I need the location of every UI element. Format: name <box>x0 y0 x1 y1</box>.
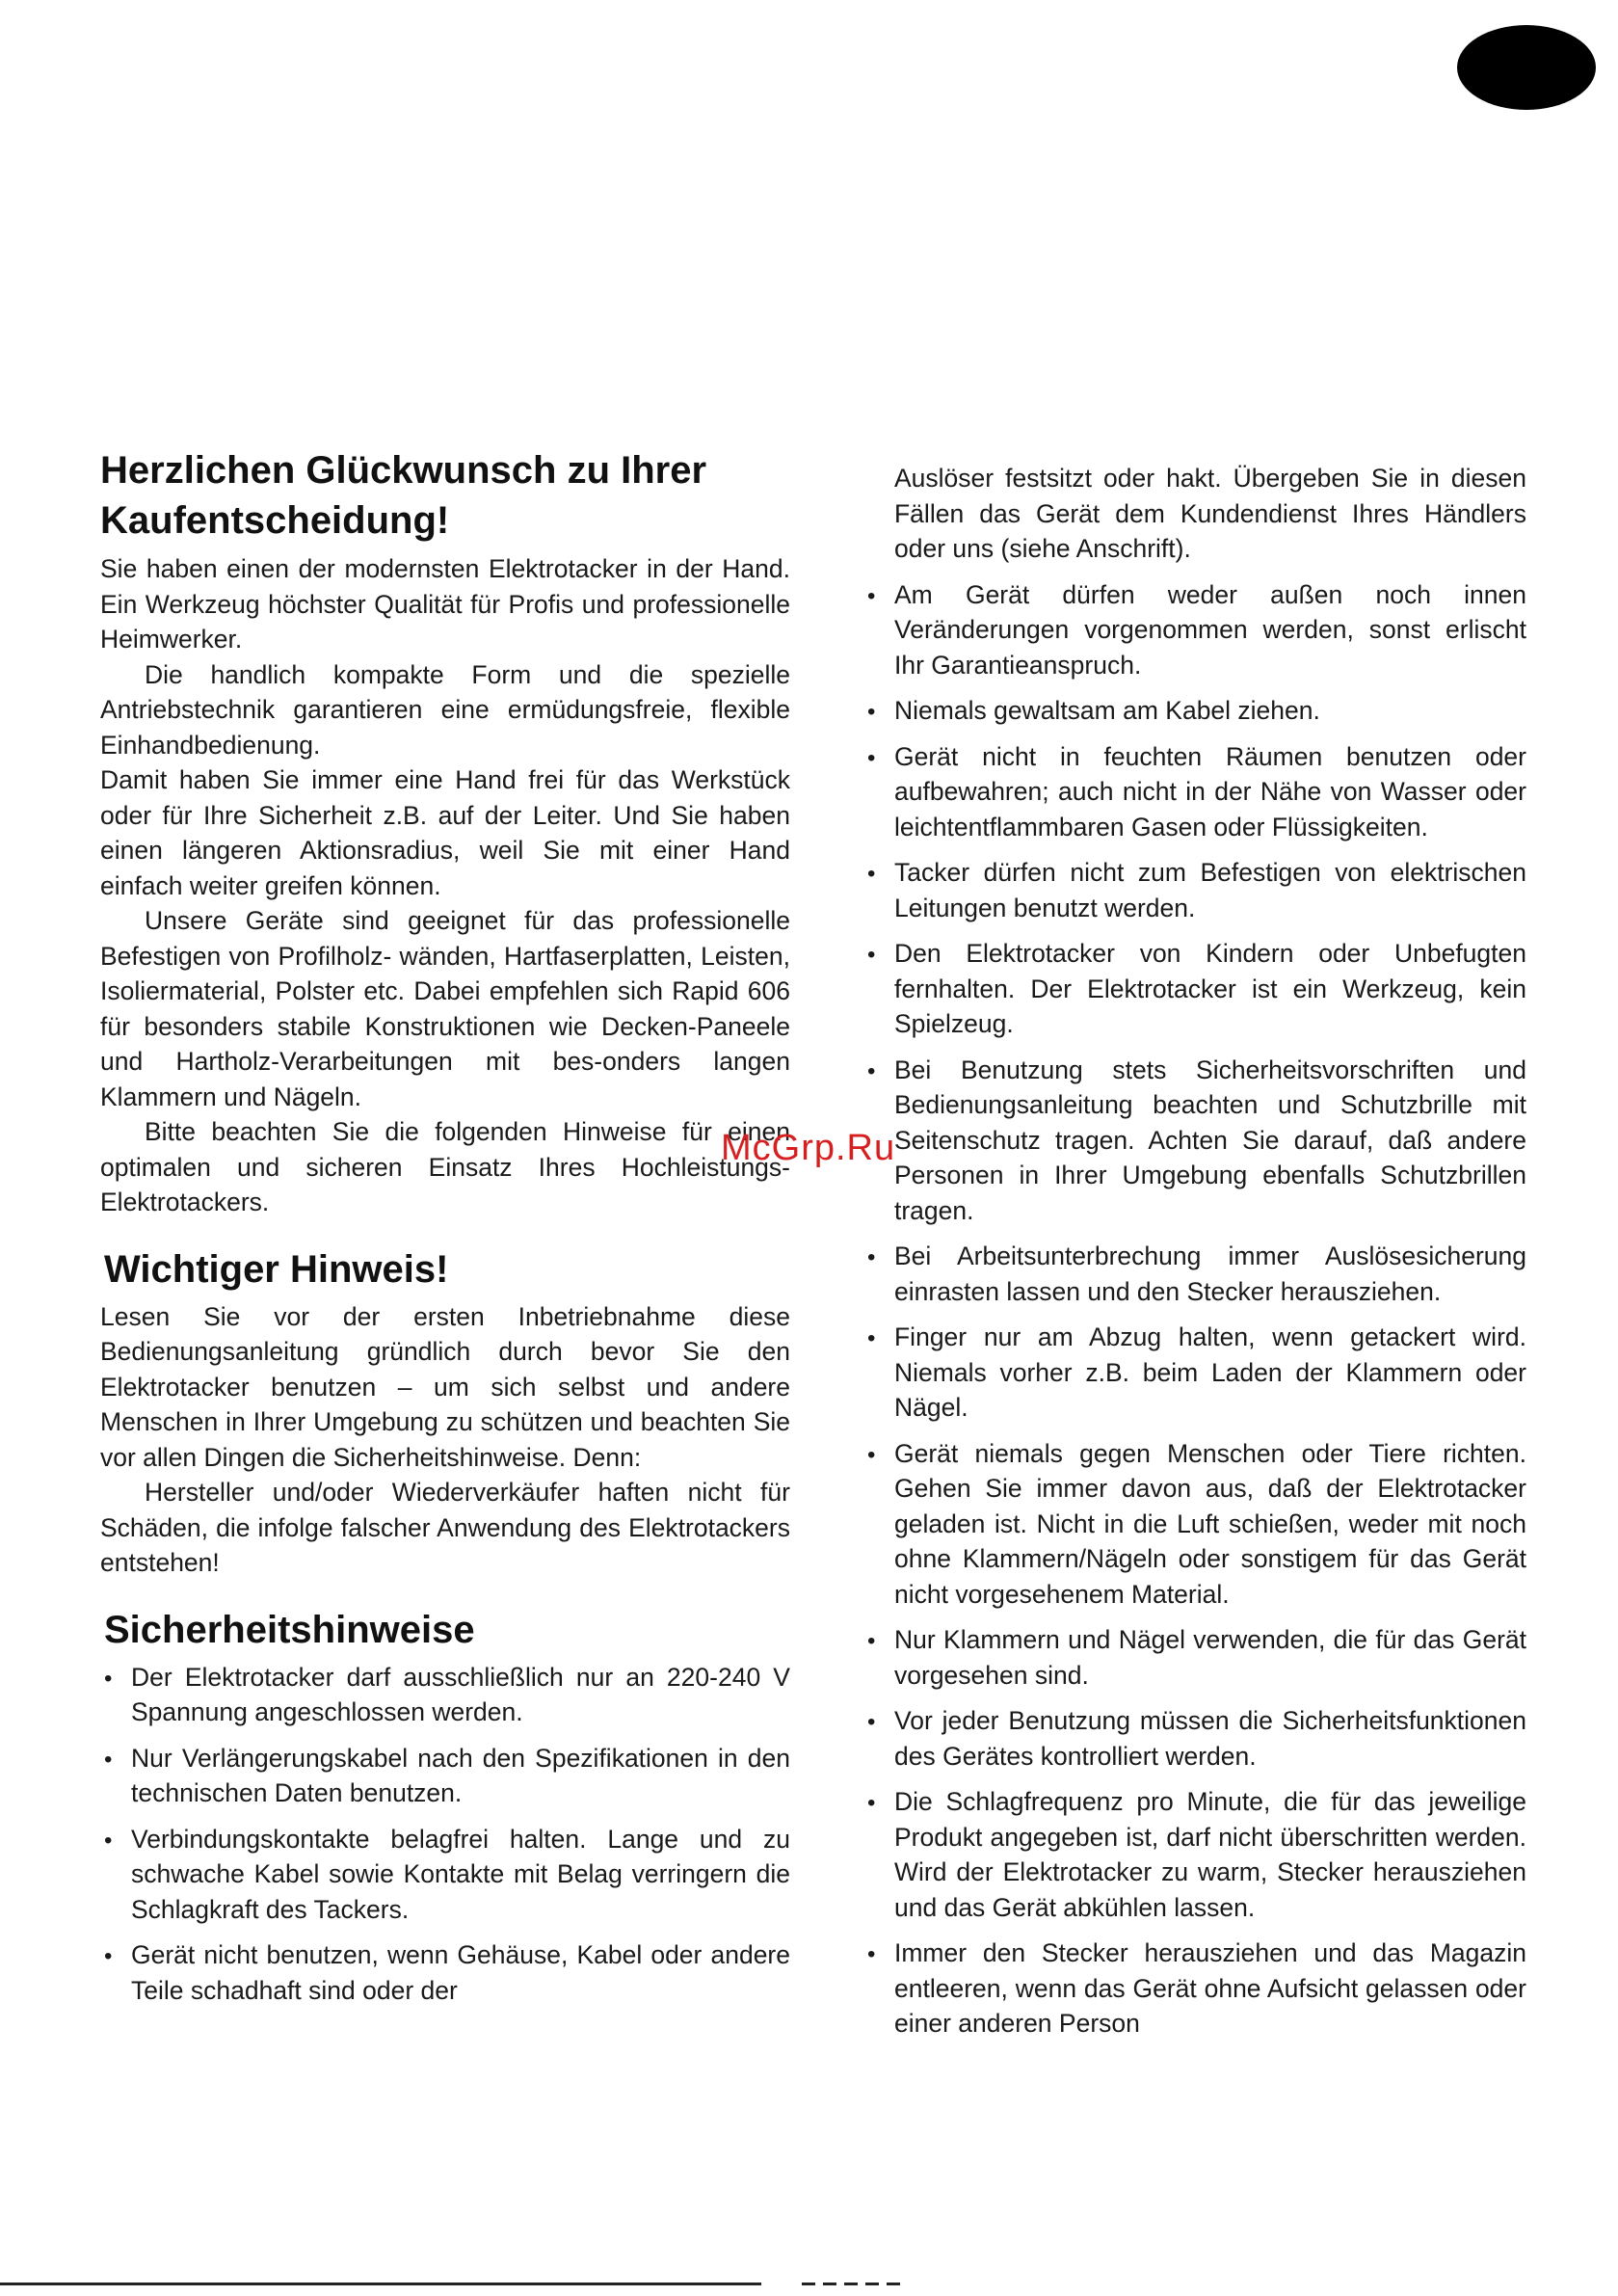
intro-paragraph: Bitte beachten Sie die folgenden Hinweise für einen optimalen und sicheren Einsatz Ihres Hochleistungs-Elektrotackers. <box>100 1117 790 1216</box>
safety-continuation: Auslöser festsitzt oder hakt. Übergeben Sie in diesen Fällen das Gerät dem Kundendienst Ihres Händlers oder uns (siehe Anschrift). <box>894 464 1526 563</box>
page-bottom-mark <box>802 2283 906 2285</box>
safety-bullet-item: • Am Gerät dürfen weder außen noch innen Veränderungen vorgenommen werden, sonst erlischt Ihr Garantieanspruch. <box>863 577 1526 683</box>
safety-bullet-item: • Der Elektrotacker darf ausschließlich nur an 220-240 V Spannung angeschlossen werden. <box>100 1660 790 1730</box>
safety-bullet-item: • Vor jeder Benutzung müssen die Sicherheitsfunktionen des Gerätes kontrolliert werden. <box>863 1703 1526 1774</box>
language-tab-marker <box>1457 25 1596 110</box>
right-column <box>863 461 1526 2052</box>
safety-bullet-item: • Bei Arbeitsunterbrechung immer Auslösesicherung einrasten lassen und den Stecker herausziehen. <box>863 1239 1526 1309</box>
safety-bullet-item: • Gerät niemals gegen Menschen oder Tiere richten. Gehen Sie immer davon aus, daß der Elektrotacker geladen ist. Nicht in die Luft schießen, weder mit noch ohne Klammern/Nägeln oder sonstigem für das Gerät nicht vorgesehenem Material. <box>863 1436 1526 1613</box>
safety-bullet-item: • Nur Klammern und Nägel verwenden, die für das Gerät vorgesehen sind. <box>863 1622 1526 1693</box>
intro-paragraph: Die handlich kompakte Form und die spezielle Antriebstechnik garantieren eine ermüdungsfreie, flexible Einhandbedienung. <box>100 659 790 760</box>
watermark: McGrp.Ru <box>721 1128 896 1168</box>
safety-bullet-item: • Die Schlagfrequenz pro Minute, die für das jeweilige Produkt angegeben ist, darf nicht überschritten werden. Wird der Elektrotacker zu warm, Stecker herausziehen und das Gerät abkühlen lassen. <box>863 1784 1526 1925</box>
safety-bullet-item: • Nur Verlängerungskabel nach den Spezifikationen in den technischen Daten benutzen. <box>100 1741 790 1811</box>
safety-bullet-item: • Tacker dürfen nicht zum Befestigen von elektrischen Leitungen benutzt werden. <box>863 855 1526 925</box>
safety-list-left <box>100 1660 790 2009</box>
safety-bullet-item: • Niemals gewaltsam am Kabel ziehen. <box>863 693 1526 729</box>
notice-heading: Wichtiger Hinweis! <box>104 1247 449 1291</box>
safety-list-right <box>863 577 1526 2042</box>
safety-bullet-item: • Gerät nicht benutzen, wenn Gehäuse, Kabel oder andere Teile schadhaft sind oder der <box>100 1937 790 2008</box>
intro-section <box>100 551 790 1220</box>
safety-bullet-item: • Immer den Stecker herausziehen und das Magazin entleeren, wenn das Gerät ohne Aufsicht gelassen oder einer anderen Person <box>863 1936 1526 2042</box>
safety-bullet-item: • Gerät nicht in feuchten Räumen benutzen oder aufbewahren; auch nicht in der Nähe von Wasser oder leichtentflammbaren Gasen oder Flüssigkeiten. <box>863 739 1526 845</box>
intro-paragraph: Unsere Geräte sind geeignet für das professionelle Befestigen von Profilholz- wänden, Hartfaserplatten, Leisten, Isoliermaterial, Polster etc. Dabei empfehlen sich Rapid 606 für besonders stabile Konstruktionen wie Decken-Paneele und Hartholz-Verarbeitungen mit bes-onders langen Klammern und Nägeln. <box>100 906 790 1111</box>
notice-paragraph: Hersteller und/oder Wiederverkäufer haften nicht für Schäden, die infolge falscher Anwendung des Elektrotackers entstehen! <box>100 1478 790 1577</box>
notice-paragraph: Lesen Sie vor der ersten Inbetriebnahme diese Bedienungsanleitung gründlich durch bevor Sie den Elektrotacker benutzen – um sich selbst und andere Menschen in Ihrer Umgebung zu schützen und beachten Sie vor allen Dingen die Sicherheitshinweise. Denn: <box>100 1301 790 1472</box>
safety-bullet-item: • Finger nur am Abzug halten, wenn getackert wird. Niemals vorher z.B. beim Laden der Klammern oder Nägel. <box>863 1320 1526 1426</box>
notice-section <box>100 1299 790 1581</box>
main-heading: Herzlichen Glückwunsch zu Ihrer Kaufentscheidung! <box>100 449 707 542</box>
safety-bullet-item: • Den Elektrotacker von Kindern oder Unbefugten fernhalten. Der Elektrotacker ist ein Werkzeug, kein Spielzeug. <box>863 936 1526 1042</box>
safety-bullet-item: • Verbindungskontakte belagfrei halten. Lange und zu schwache Kabel sowie Kontakte mit Belag verringern die Schlagkraft des Tackers. <box>100 1822 790 1928</box>
safety-bullet-item: • Bei Benutzung stets Sicherheitsvorschriften und Bedienungsanleitung beachten und Schutzbrille mit Seitenschutz tragen. Achten Sie darauf, daß andere Personen in Ihrer Umgebung ebenfalls Schutzbrillen tragen. <box>863 1053 1526 1229</box>
page-bottom-rule <box>0 2283 761 2285</box>
intro-paragraph: Damit haben Sie immer eine Hand frei für das Werkstück oder für Ihre Sicherheit z.B. auf der Leiter. Und Sie haben einen längeren Aktionsradius, weil Sie mit einer Hand einfach weiter greifen können. <box>100 765 790 900</box>
left-column <box>100 445 790 2018</box>
safety-heading: Sicherheitshinweise <box>104 1608 475 1651</box>
intro-paragraph: Sie haben einen der modernsten Elektrotacker in der Hand. Ein Werkzeug höchster Qualität für Profis und professionelle Heimwerker. <box>100 554 790 654</box>
